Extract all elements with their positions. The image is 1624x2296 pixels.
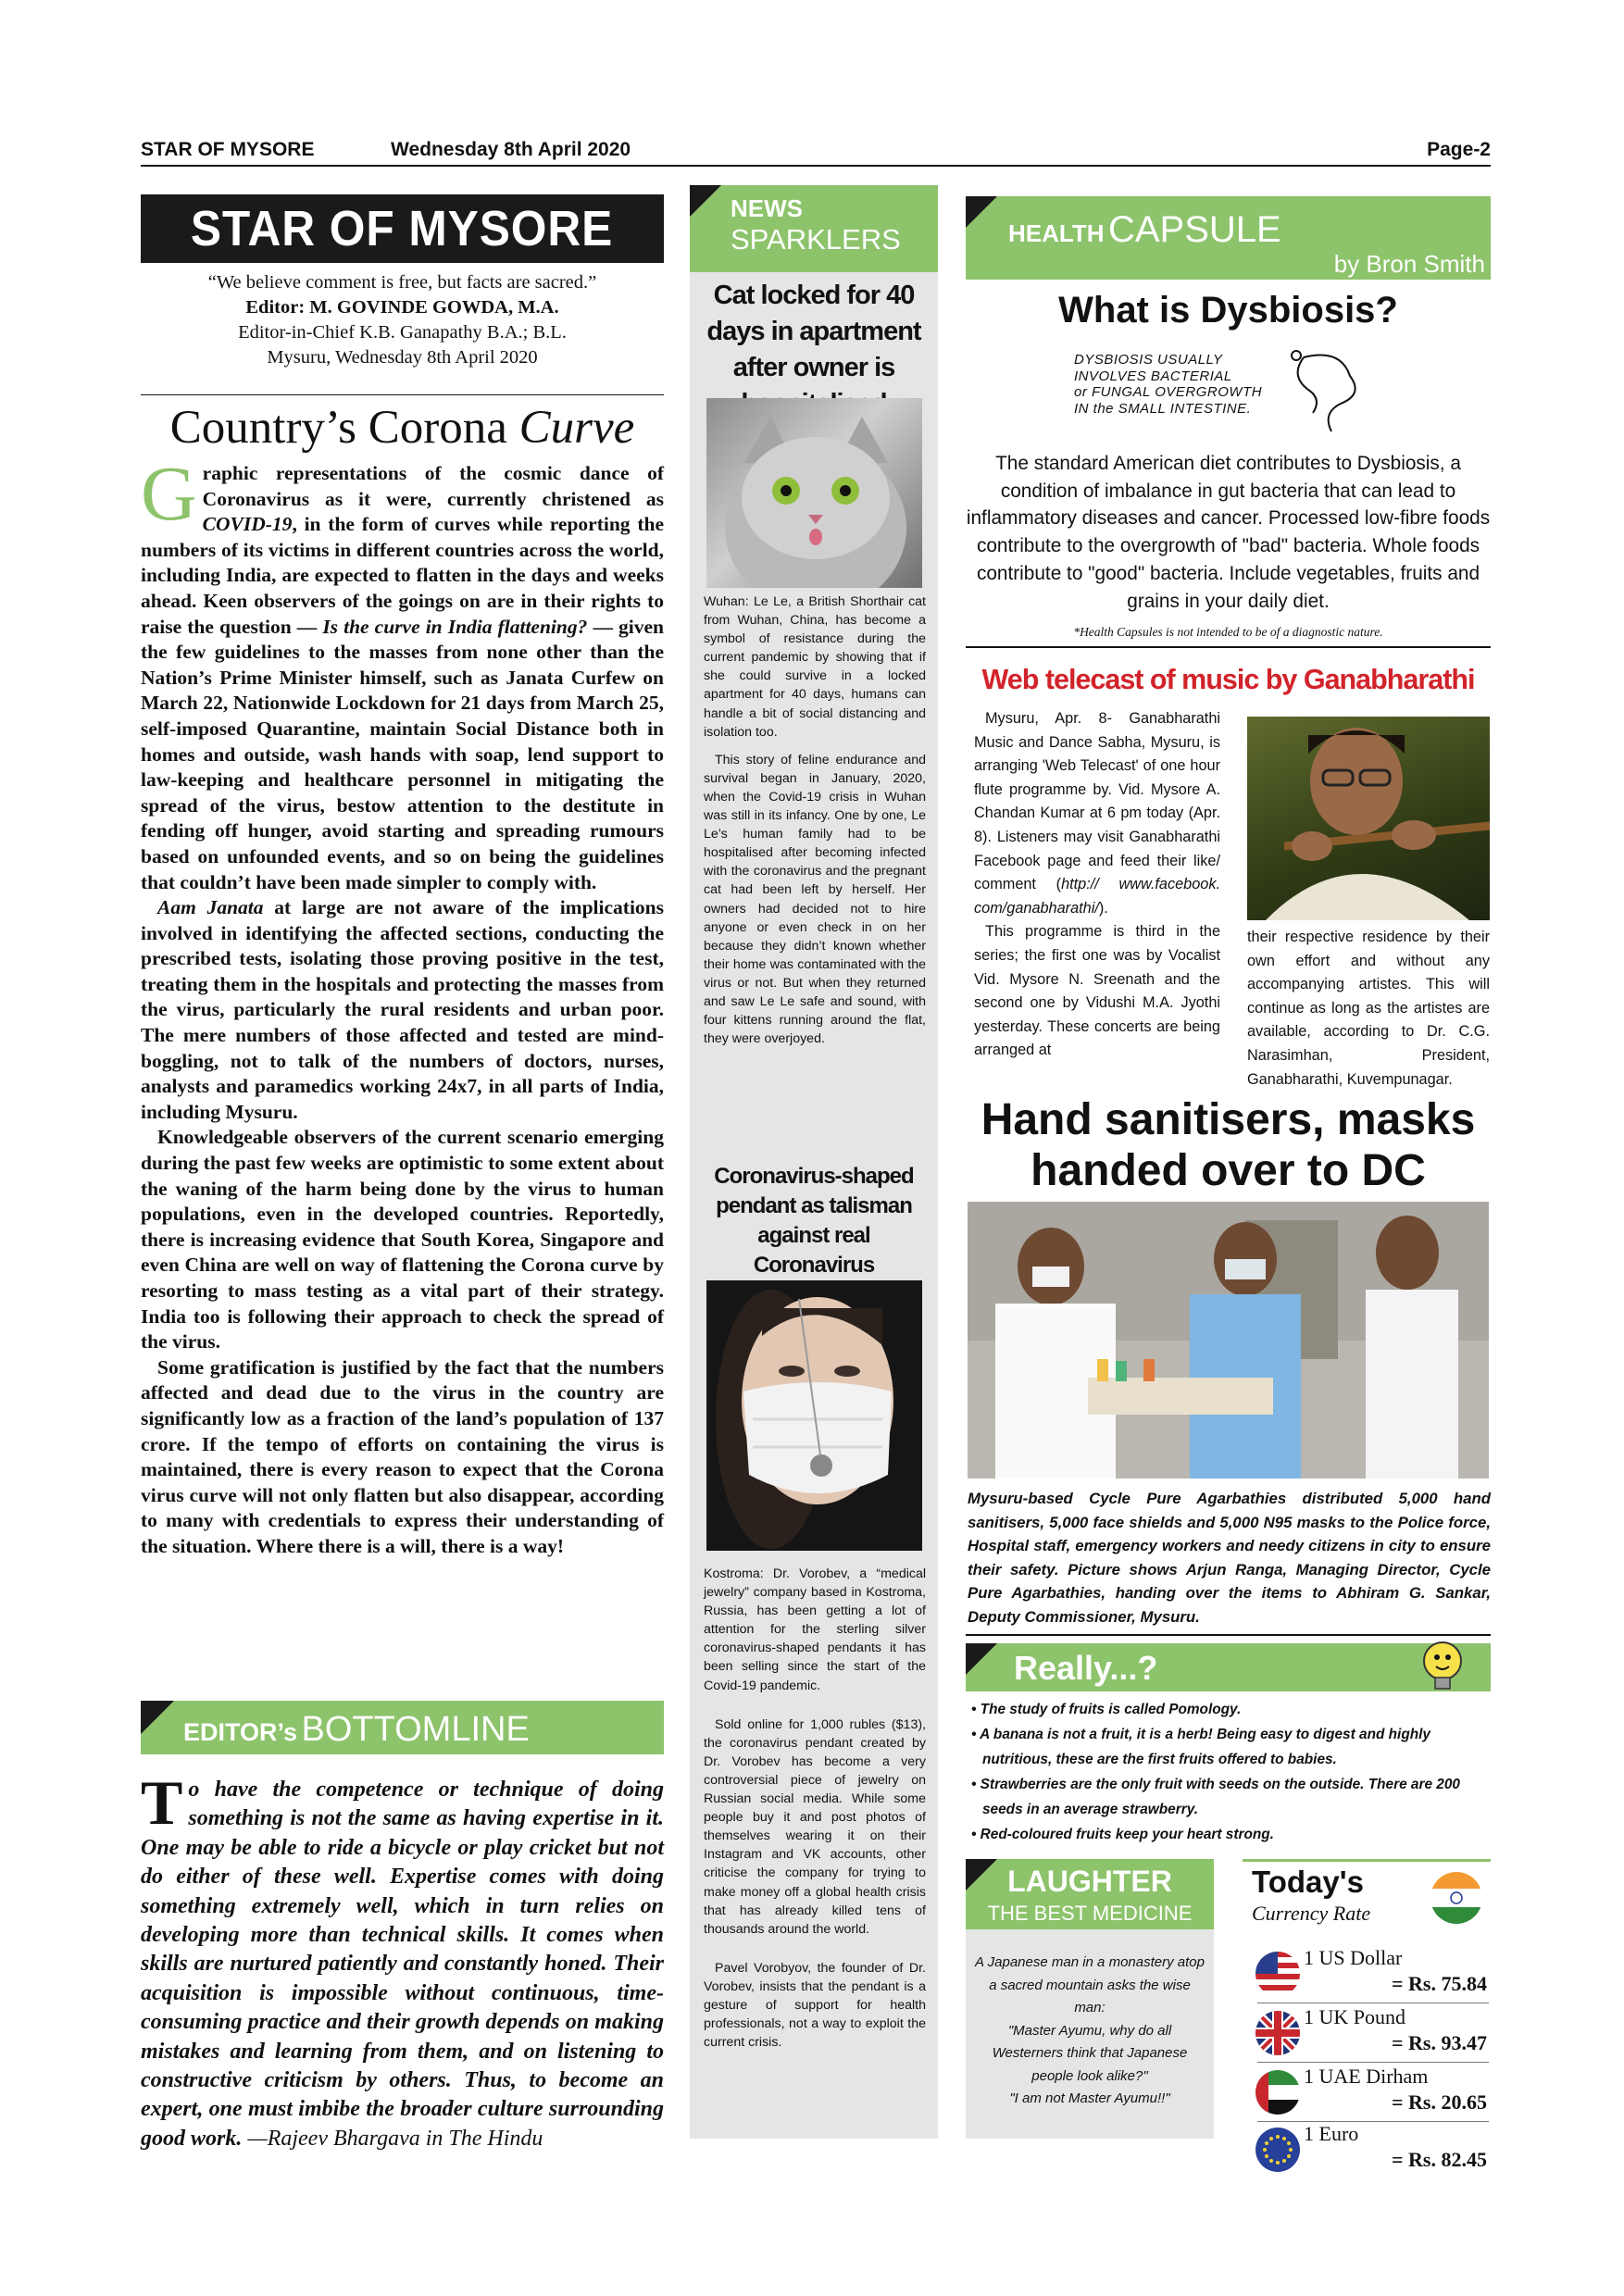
really-list [966,1697,1491,1847]
mask-portrait-illustration [706,1280,922,1551]
editorial-title: Country’s Corona Curve [169,402,635,454]
web-body-right: their respective residence by their own effort and without any accompanying artistes. This will continue as long as the artistes are available, according to Dr. C.G. Narasimhan, President, Ganabharathi, Kuvempunagar. [1247,929,1490,1088]
masthead-info [141,270,664,370]
currency-row-gbp: 1 UK Pound = Rs. 93.47 [1252,2005,1491,2063]
laughter-banner: LAUGHTER THE BEST MEDICINE [966,1859,1214,1929]
editorial-drop-cap: G [141,451,197,537]
currency-row-aed: 1 UAE Dirham = Rs. 20.65 [1252,2065,1491,2122]
list-item: • Red-coloured fruits keep your heart strong. [971,1827,1274,1842]
india-flag-icon [1429,1870,1484,1926]
masthead-editor: Editor: M. GOVINDE GOWDA, M.A. [245,297,559,318]
health-title: What is Dysbiosis? [1058,290,1398,331]
web-body-left: Mysuru, Apr. 8- Ganabharathi Music and Dance Sabha, Mysuru, is arranging 'Web Telecast' of one hour flute programme by. Vid. Mysore A. Chandan Kumar at 6 pm today (Apr. 8). Listeners may visit Ganabharathi Facebook page and feed their like/ comment (http:// www.facebook. com/ganabharathi/). This programme is third in the series; the first one was by Vocalist Vid. Mysore N. Sreenath and the second one by Vidushi M.A. Jyothi yesterday. These concerts are being arranged at [974,710,1220,1059]
masthead-banner [141,194,664,263]
currency-title: Today's [1252,1865,1364,1899]
handover-illustration [968,1202,1489,1479]
list-item: • The study of fruits is called Pomology. [971,1702,1242,1717]
header-publication: STAR OF MYSORE [141,139,315,160]
health-disclaimer: *Health Capsules is not intended to be of a diagnostic nature. [1073,625,1383,639]
flutist-photo [1247,717,1490,920]
masthead-name: STAR OF MYSORE [191,201,614,256]
eu-flag-icon [1255,2128,1300,2172]
health-cartoon: DYSBIOSIS USUALLY INVOLVES BACTERIAL or FUNGAL OVERGROWTH IN the SMALL INTESTINE. [1072,348,1368,439]
health-banner: HEALTH CAPSULE by Bron Smith [966,196,1491,280]
sparklers-story-2: Kostroma: Dr. Vorobev, a “medical jewelry” company based in Kostroma, Russia, has been getting a lot of attention for the sterling silver coronavirus-shaped pendants it has been selling since the start of the Covid-19 pandemic. Sold online for 1,000 rubles ($13), the coronavirus pendant created by Dr. Vorobev has become a very controversial piece of jewelry on Russian social media. While some people buy it and post photos of themselves wearing it on their Instagram and VK accounts, other criticise the company for trying to make money off a global health crisis that has already killed tens of thousands around the world. Pavel Vorobyov, the founder of Dr. Vorobev, insists that the pendant is a gesture of support for health professionals, not a way to exploit the current crisis. [704,1566,926,2051]
sanitiser-caption: Mysuru-based Cycle Pure Agarbathies distributed 5,000 hand sanitisers, 5,000 face shields and 5,000 N95 masks to the Police force, Hospital staff, emergency workers and needy citizens in city to ensure their safety. Picture shows Arjun Ranga, Managing Director, Cycle Pure Agarbathies, handing over the items to Abhiram G. Sankar, Deputy Commissioner, Mysuru. [968,1490,1491,1626]
health-body: The standard American diet contributes to Dysbiosis, a condition of imbalance in gut bacteria that can lead to inflammatory diseases and cancer. Processed low-fibre foods contribute to the overgrowth of "bad" bacteria. Whole foods contribute to "good" bacteria. Include vegetables, fruits and grains in your daily diet. [966,453,1491,612]
sparklers-headline-2: Coronavirus-shaped pendant as talisman against real Coronavirus [714,1164,914,1278]
sanitiser-headline: Hand sanitisers, masks handed over to DC [981,1095,1476,1195]
uae-flag-icon [1255,2070,1300,2115]
pendant-photo [706,1280,922,1551]
uk-flag-icon [1255,2011,1300,2055]
bottomline-body: To have the competence or technique of doing something is not the same as having expertise in it. One may be able to ride a bicycle or play cricket but not do either of these well. Expertise comes with doing something extremely well, which in turn relies on developing more than technical skills. It comes when skills are nurtured patiently and constantly honed. Their acquisition is impossible without continuous, time-consuming practice and their growth depends on making mistakes and learning from them, and on listening to constructive criticism by others. Thus, to become an expert, one must imbibe the broader culture surrounding good work. —Rajeev Bhargava in The Hindu [141,1767,664,2151]
us-flag-icon [1255,1952,1300,1996]
really-banner: Really...? [966,1643,1491,1691]
bottomline-banner: EDITOR’s BOTTOMLINE [141,1701,664,1754]
masthead-motto: “We believe comment is free, but facts are sacred.” [207,272,597,293]
masthead-editor-in-chief: Editor-in-Chief K.B. Ganapathy B.A.; B.L. [238,322,567,343]
currency-row-usd: 1 US Dollar = Rs. 75.84 [1252,1946,1491,2003]
gut-doodle-icon [1285,348,1368,439]
sanitiser-photo [968,1202,1489,1479]
cat-illustration [706,398,922,588]
header-page: Page-2 [1427,139,1491,160]
web-headline: Web telecast of music by Ganabharathi [981,664,1475,695]
sparklers-banner: NEWS SPARKLERS [690,185,938,272]
list-item: • Strawberries are the only fruit with seeds on the outside. There are 200 seeds in an average strawberry. [971,1777,1460,1817]
currency-row-eur: 1 Euro = Rs. 82.45 [1252,2122,1491,2174]
flutist-illustration [1247,717,1490,920]
laughter-joke: A Japanese man in a monastery atop a sacred mountain asks the wise man: "Master Ayumu, why do all Westerners think that Japanese people look alike?" "I am not Master Ayumu!!" [975,1954,1205,2106]
lightbulb-icon [1412,1635,1473,1696]
editorial-body: Graphic representations of the cosmic dance of Coronavirus as it were, currently christened as COVID-19, in the form of curves while reporting the numbers of its victims in different countries across the world, including India, are expected to flatten in the days and weeks ahead. Keen observers of the goings on are in their rights to raise the question — Is the curve in India flattening? — given the few guidelines to the masses from none other than the Nation’s Prime Minister himself, such as Janata Curfew on March 22, Nationwide Lockdown for 21 days from March 25, self-imposed Quarantine, maintain Social Distance both in homes and outside, wash hands with soap, lend support to law-keeping and healthcare personnel in mitigating the spread of the virus, bestow attention to the destitute in fending off hunger, avoid starting and spreading rumours based on unfounded events, and so on being the guidelines that couldn’t have been made simpler to comply with. Aam Janata at large are not aware of the implications involved in identifying the affected sections, conducting the prescribed tests, isolating those proving positive in the test, treating them in the hospitals and protecting the masses from the virus, particularly the rural residents and urban poor. The mere numbers of those affected and tested are mind-boggling, not to talk of the numbers of doctors, nurses, analysts and paramedics working 24x7, in all parts of India, including Mysuru. Knowledgeable observers of the current scenario emerging during the past few weeks are optimistic to some extent about the waning of the harm being done by the virus to human populations, even in the developed countries. Reportedly, there is increasing evidence that South Korea, Singapore and even China are well on way of flattening the Corona curve by resorting to mass testing as a vital part of their strategy. India too is following their approach to check the spread of the virus. Some gratification is justified by the fact that the numbers affected and dead due to the virus in the country are significantly low as a fraction of the land’s population of 137 crore. If the tempo of efforts on containing the virus is maintained, there is every reason to expect that the Corona virus curve will not only flatten but also disappear, according to many with credentials to express their understanding of the situation. Where there is a will, there is a way! [141,451,664,1557]
sparklers-story-1: Wuhan: Le Le, a British Shorthair cat from Wuhan, China, has become a symbol of resistance during the current pandemic by showing that if she could survive in a locked apartment for 40 days, humans can handle a bit of social distancing and isolation too. This story of feline endurance and survival began in January, 2020, when the Covid-19 crisis in Wuhan was still in its infancy. One by one, Le Le’s human family had to be hospitalised after becoming infected with the coronavirus and the pregnant cat had been left by herself. Her owners had decided not to hire anyone or even check in on her because they didn’t known whether their home was contaminated with the virus or not. But when they returned and saw Le Le safe and sound, with four kittens running around the flat, they were overjoyed. [704,594,926,1047]
currency-subtitle: Currency Rate [1252,1902,1371,1925]
sparklers-headline-1: Cat locked for 40 days in apartment after owner is [706,281,921,382]
list-item: • A banana is not a fruit, it is a herb! Being easy to digest and highly nutritious, these are the first fruits offered to babies. [971,1727,1430,1767]
header-date: Wednesday 8th April 2020 [391,139,631,160]
page-header [141,139,1491,167]
cat-photo [706,398,922,588]
masthead-place-date: Mysuru, Wednesday 8th April 2020 [267,347,538,368]
